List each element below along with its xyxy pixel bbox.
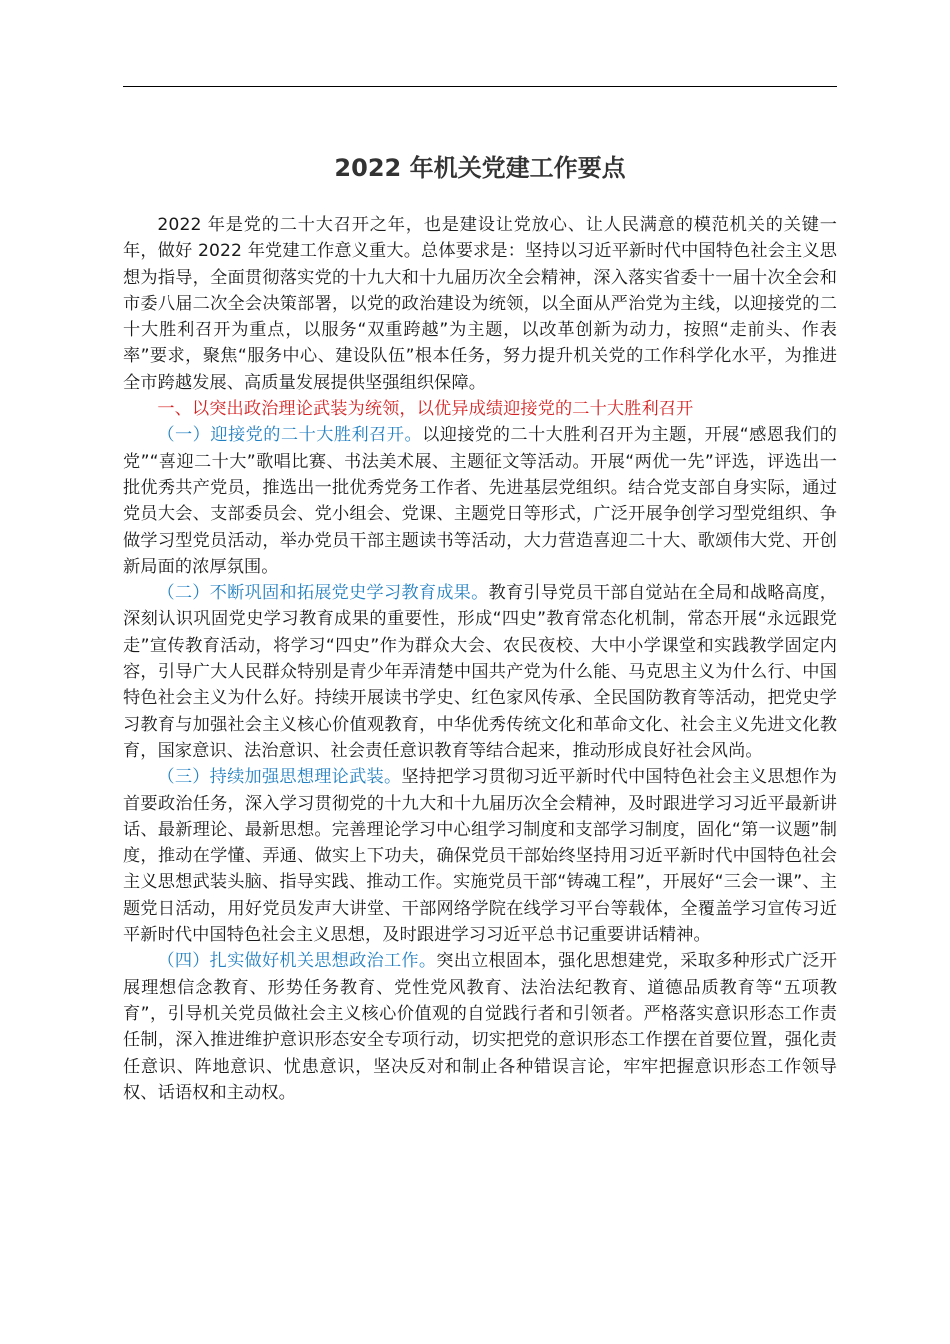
intro-paragraph: 2022 年是党的二十大召开之年，也是建设让党放心、让人民满意的模范机关的关键一年，做好 2022 年党建工作意义重大。总体要求是：坚持以习近平新时代中国特色社会主义思想为指导，全面贯彻落实党的十九大和十九届历次全会精神，深入落实省委十一届十次全会和市委八届二次全会决策部署，以党的政治建设为统领，以全面从严治党为主线，以迎接党的二十大胜利召开为重点，以服务“双重跨越”为主题，以改革创新为动力，按照“走前头、作表率”要求，聚焦“服务中心、建设队伍”根本任务，努力提升机关党的工作科学化水平，为推进全市跨越发展、高质量发展提供坚强组织保障。 (123, 215, 837, 393)
item-text: 坚持把学习贯彻习近平新时代中国特色社会主义思想作为首要政治任务，深入学习贯彻党的十九大和十九届历次全会精神，及时跟进学习习近平最新讲话、最新理论、最新思想。完善理论学习中心组学习制度和支部学习制度，固化“第一议题”制度，推动在学懂、弄通、做实上下功夫，确保党员干部始终坚持用习近平新时代中国特色社会主义思想武装头脑、指导实践、推动工作。实施党员干部“铸魂工程”，开展好“三会一课”、主题党日活动，用好党员发声大讲堂、干部网络学院在线学习平台等载体，全覆盖学习宣传习近平新时代中国特色社会主义思想，及时跟进学习习近平总书记重要讲话精神。 (123, 767, 837, 946)
item-text: 以迎接党的二十大胜利召开为主题，开展“感恩我们的党”“喜迎二十大”歌唱比赛、书法美术展、主题征文等活动。开展“两优一先”评选，评选出一批优秀共产党员，推选出一批优秀党务工作者、先进基层党组织。结合党支部自身实际，通过党员大会、支部委员会、党小组会、党课、主题党日等形式，广泛开展争创学习型党组织、争做学习型党员活动，举办党员干部主题读书等活动，大力营造喜迎二十大、歌颂伟大党、开创新局面的浓厚氛围。 (123, 425, 837, 577)
document-title: 2022 年机关党建工作要点 (334, 154, 626, 182)
item-text: 教育引导党员干部自觉站在全局和战略高度，深刻认识巩固党史学习教育成果的重要性，形成“四史”教育常态化机制，常态开展“永远跟党走”宣传教育活动，将学习“四史”作为群众大会、农民夜校、大中小学课堂和实践教学固定内容，引导广大人民群众特别是青少年弄清楚中国共产党为什么能、马克思主义为什么行、中国特色社会主义为什么好。持续开展读书学史、红色家风传承、全民国防教育等活动，把党史学习教育与加强社会主义核心价值观教育，中华优秀传统文化和革命文化、社会主义先进文化教育，国家意识、法治意识、社会责任意识教育等结合起来，推动形成良好社会风尚。 (123, 583, 837, 761)
item-paragraph (123, 580, 837, 764)
item-paragraph (123, 422, 837, 580)
item-heading: （一）迎接党的二十大胜利召开。 (157, 425, 423, 446)
item-heading: （四）扎实做好机关思想政治工作。 (157, 951, 437, 972)
section-heading: 一、以突出政治理论武装为统领，以优异成绩迎接党的二十大胜利召开 (157, 399, 694, 420)
item-paragraph (123, 764, 837, 948)
header-rule (123, 86, 837, 87)
item-paragraph (123, 948, 837, 1106)
item-text: 突出立根固本，强化思想建党，采取多种形式广泛开展理想信念教育、形势任务教育、党性党风教育、法治法纪教育、道德品质教育等“五项教育”，引导机关党员做社会主义核心价值观的自觉践行者和引领者。严格落实意识形态工作责任制，深入推进维护意识形态安全专项行动，切实把党的意识形态工作摆在首要位置，强化责任意识、阵地意识、忧患意识，坚决反对和制止各种错误言论，牢牢把握意识形态工作领导权、话语权和主动权。 (123, 951, 837, 1103)
document-body (123, 212, 837, 1106)
item-heading: （二）不断巩固和拓展党史学习教育成果。 (157, 583, 489, 604)
item-heading: （三）持续加强思想理论武装。 (157, 767, 402, 788)
